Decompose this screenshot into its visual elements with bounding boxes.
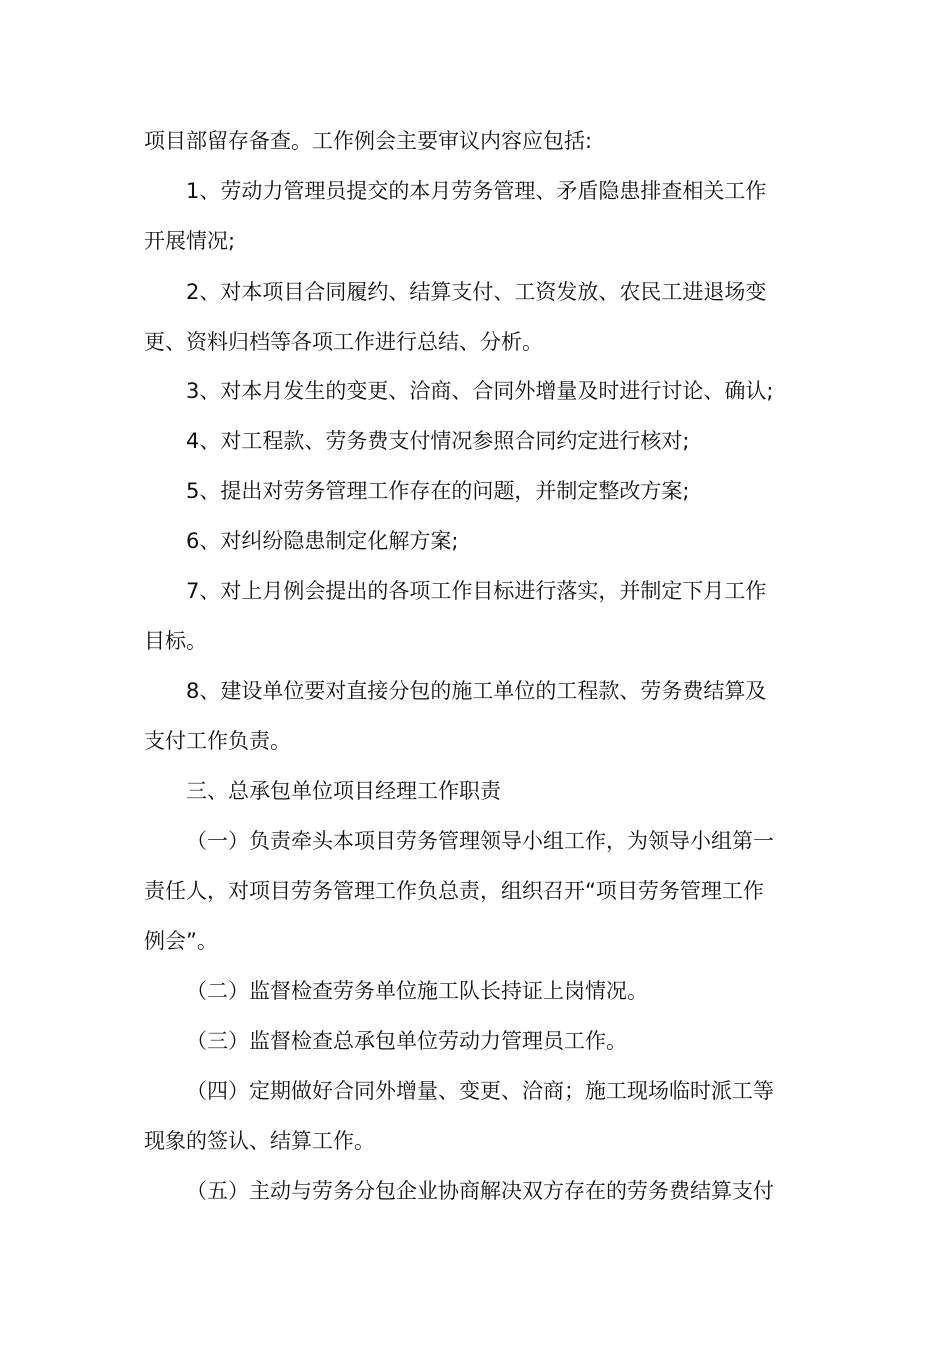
text-line: 现象的签认、结算工作。: [144, 1129, 375, 1153]
paragraph-duty-1: [144, 816, 774, 966]
paragraph-item-7: [144, 566, 774, 666]
paragraph-item-5: [144, 466, 774, 516]
text-line: （二）监督检查劳务单位施工队长持证上岗情况。: [186, 979, 648, 1003]
text-line: 责任人，对项目劳务管理工作负总责，组织召开“项目劳务管理工作: [144, 879, 764, 903]
section-heading: [144, 766, 774, 816]
text-line: 例会”。: [144, 929, 218, 953]
text-line: 3、对本月发生的变更、洽商、合同外增量及时进行讨论、确认;: [186, 379, 774, 403]
text-line: 2、对本项目合同履约、结算支付、工资发放、农民工进退场变: [186, 280, 767, 304]
text-line: 支付工作负责。: [144, 729, 291, 753]
text-line: （五）主动与劳务分包企业协商解决双方存在的劳务费结算支付: [186, 1179, 774, 1203]
paragraph-duty-4: [144, 1066, 774, 1166]
text-line: （一）负责牵头本项目劳务管理领导小组工作，为领导小组第一: [186, 829, 774, 853]
text-line: 7、对上月例会提出的各项工作目标进行落实，并制定下月工作: [186, 579, 767, 603]
paragraph-duty-5: [144, 1166, 774, 1216]
paragraph-item-8: [144, 666, 774, 766]
paragraph-item-4: [144, 416, 774, 466]
paragraph-item-3: [144, 366, 774, 416]
paragraph-duty-3: [144, 1016, 774, 1066]
paragraph-duty-2: [144, 966, 774, 1016]
text-line: （四）定期做好合同外增量、变更、洽商；施工现场临时派工等: [186, 1079, 774, 1103]
paragraph-intro: [144, 116, 774, 166]
text-line: 1、劳动力管理员提交的本月劳务管理、矛盾隐患排查相关工作: [186, 179, 767, 203]
text-line: 开展情况;: [144, 229, 236, 253]
text-line: 更、资料归档等各项工作进行总结、分析。: [144, 330, 543, 354]
paragraph-item-6: [144, 516, 774, 566]
text-line: 8、建设单位要对直接分包的施工单位的工程款、劳务费结算及: [186, 679, 767, 703]
text-line: 项目部留存备查。工作例会主要审议内容应包括:: [144, 129, 593, 153]
text-line: 4、对工程款、劳务费支付情况参照合同约定进行核对;: [186, 429, 690, 453]
text-line: 6、对纠纷隐患制定化解方案;: [186, 529, 459, 553]
paragraph-item-1: [144, 166, 774, 266]
text-line: （三）监督检查总承包单位劳动力管理员工作。: [186, 1029, 627, 1053]
text-line: 5、提出对劳务管理工作存在的问题，并制定整改方案;: [186, 479, 690, 503]
paragraph-item-2: [144, 267, 774, 367]
text-line: 目标。: [144, 629, 207, 653]
text-line: 三、总承包单位项目经理工作职责: [186, 779, 501, 803]
